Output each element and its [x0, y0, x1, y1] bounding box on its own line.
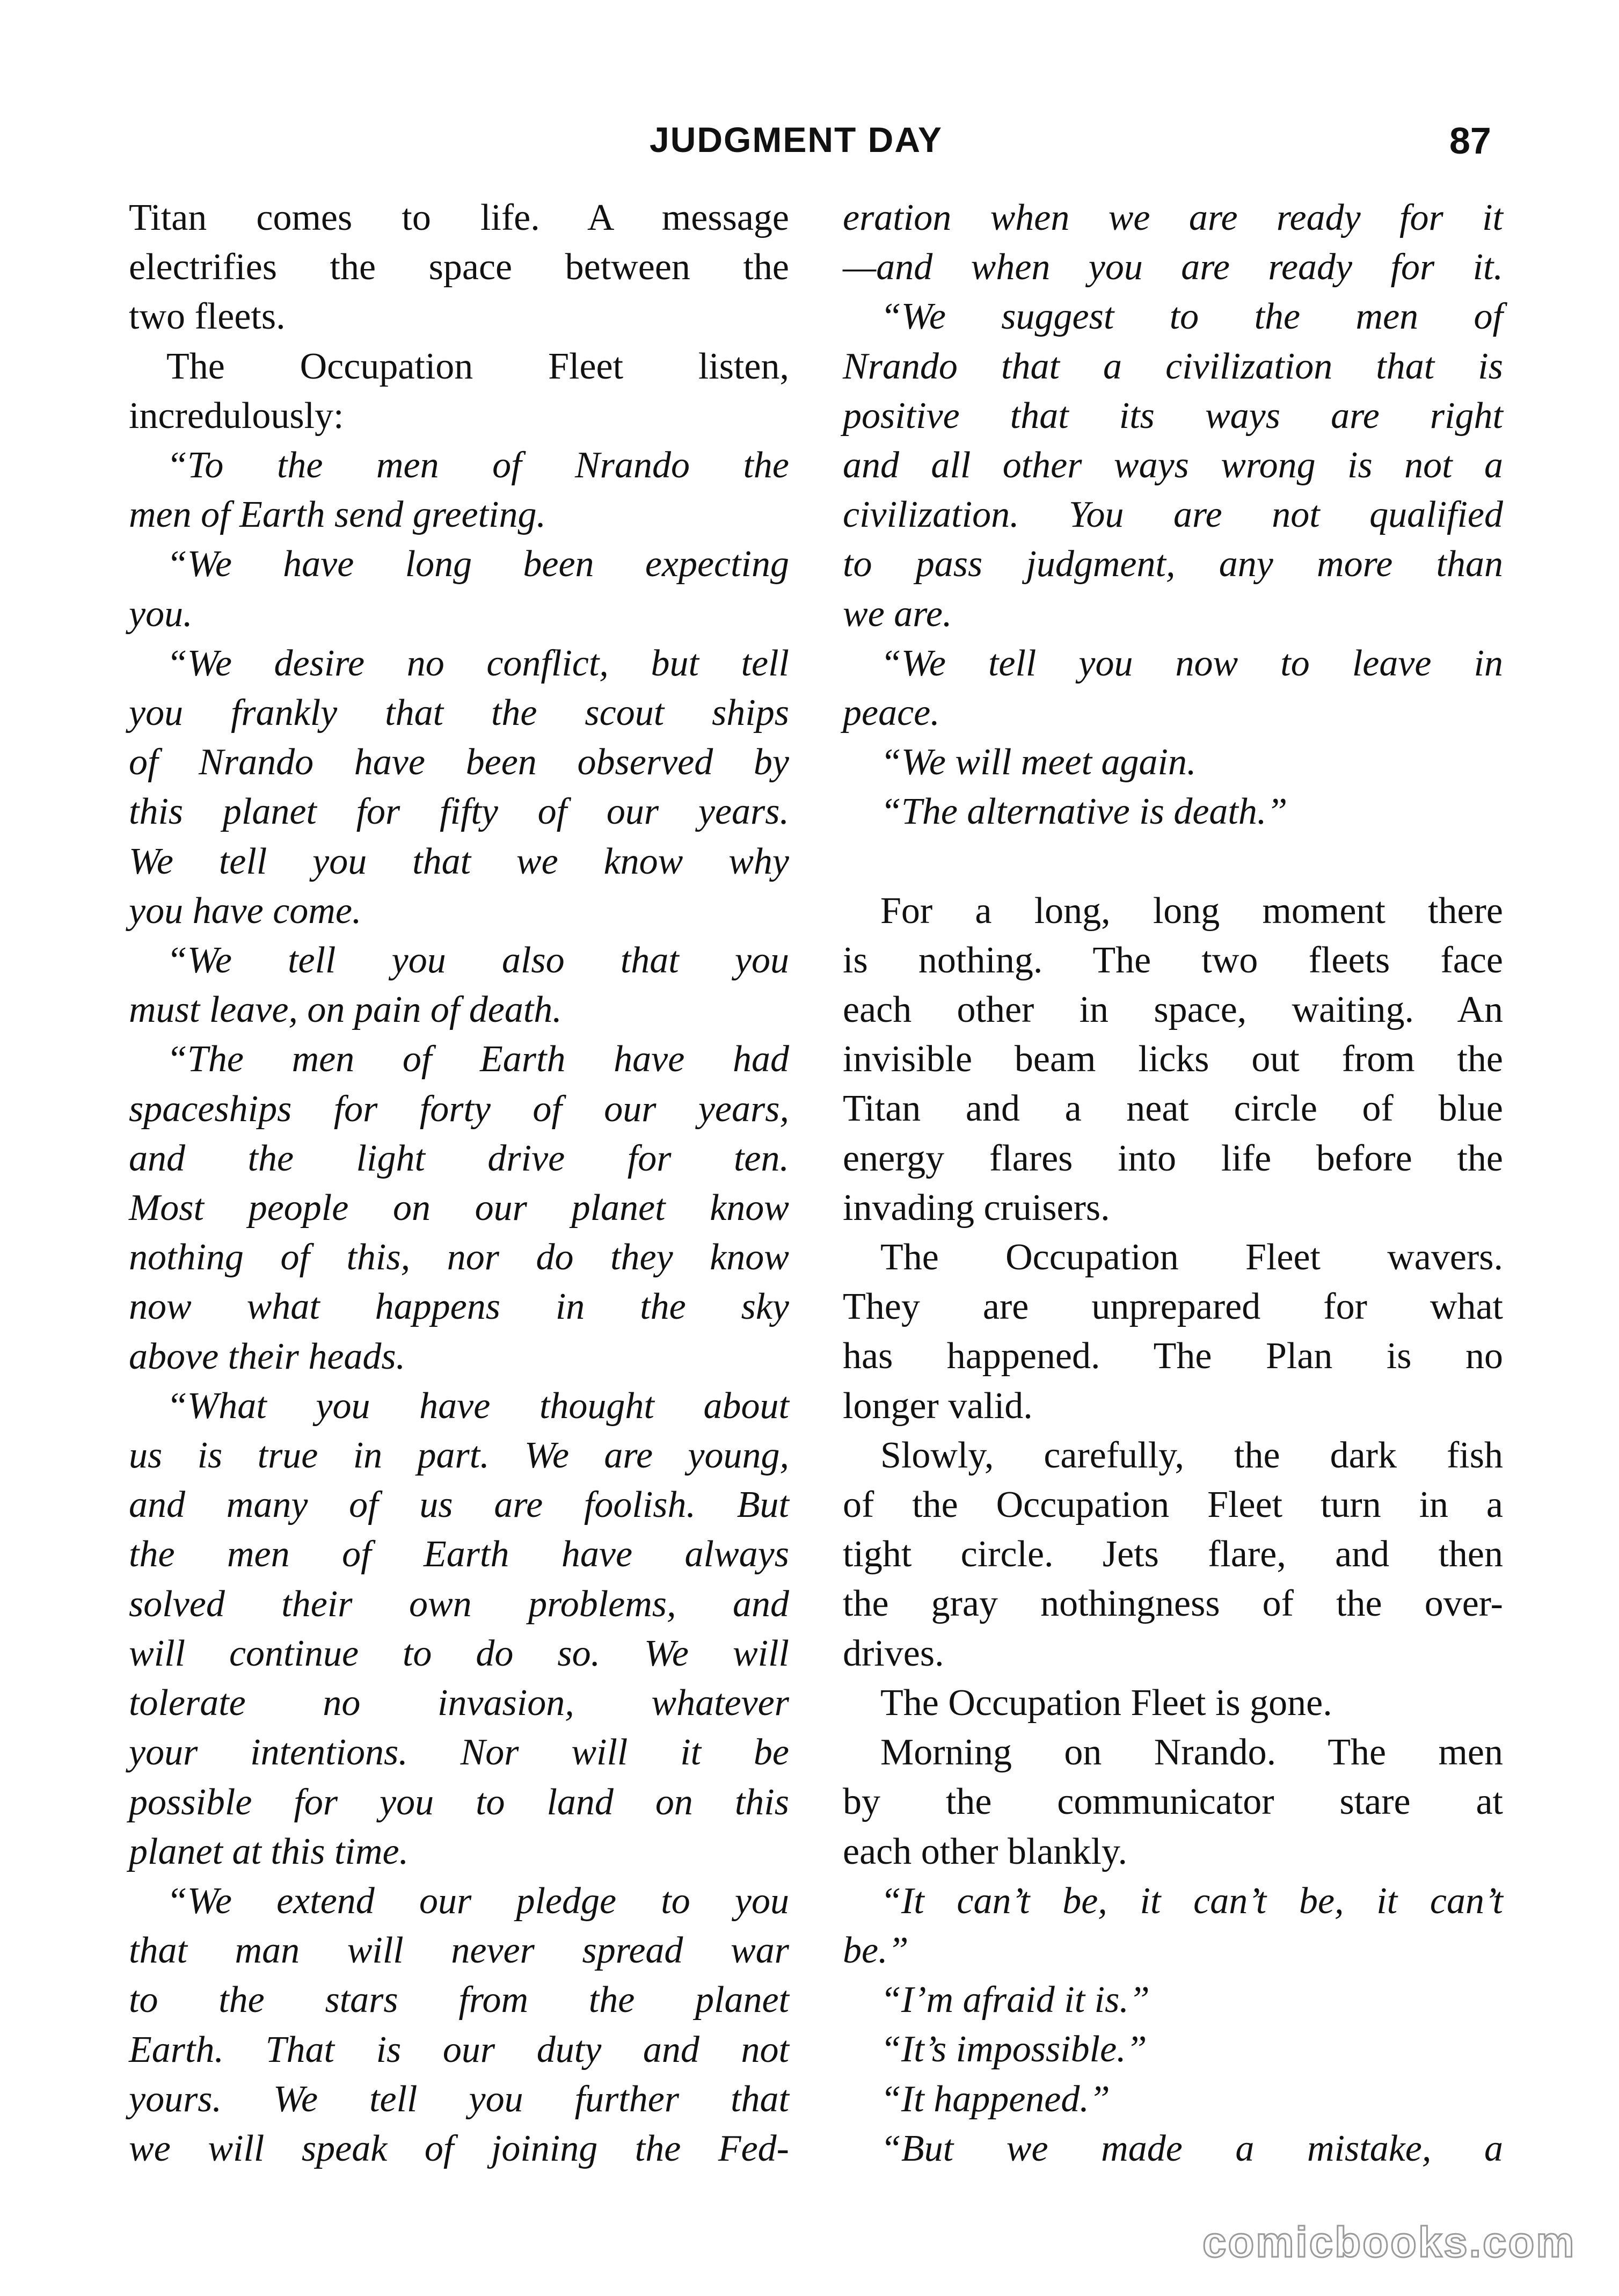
text-line: will continue to do so. We will — [129, 1632, 789, 1674]
text-line: “We have long been expecting — [166, 543, 789, 585]
text-line: and all other ways wrong is not a — [843, 445, 1503, 486]
text-line: “What you have thought about — [166, 1385, 789, 1427]
text-line: and many of us are foolish. But — [129, 1484, 789, 1526]
text-line: the gray nothingness of the over- — [843, 1583, 1503, 1625]
text-line: your intentions. Nor will it be — [129, 1732, 789, 1774]
text-line: “The alternative is death.” — [880, 791, 1288, 833]
text-line: Most people on our planet know — [129, 1187, 789, 1229]
text-line: to pass judgment, any more than — [843, 543, 1503, 585]
text-line: we will speak of joining the Fed- — [129, 2127, 789, 2169]
text-line: by the communicator stare at — [843, 1781, 1503, 1823]
text-line: “We tell you now to leave in — [880, 642, 1503, 684]
text-line: energy flares into life before the — [843, 1137, 1503, 1179]
text-line: yours. We tell you further that — [129, 2078, 789, 2120]
text-line: two fleets. — [129, 296, 286, 338]
text-line: “But we made a mistake, a — [880, 2127, 1503, 2169]
text-line: us is true in part. We are young, — [129, 1435, 789, 1477]
text-line: They are unprepared for what — [843, 1286, 1503, 1328]
text-line: the men of Earth have always — [129, 1534, 789, 1575]
text-line: is nothing. The two fleets face — [843, 939, 1503, 981]
text-line: Slowly, carefully, the dark fish — [880, 1434, 1503, 1476]
text-line: “We desire no conflict, but tell — [166, 642, 789, 684]
text-line: “We will meet again. — [880, 742, 1197, 783]
watermark-text: comicbooks.com — [1202, 2218, 1576, 2266]
text-line: planet at this time. — [129, 1830, 409, 1872]
text-line: “I’m afraid it is.” — [880, 1979, 1150, 2021]
text-line: this planet for fifty of our years. — [129, 791, 789, 833]
text-line: solved their own problems, and — [129, 1583, 789, 1625]
text-line: “It happened.” — [880, 2078, 1110, 2120]
text-line: The Occupation Fleet listen, — [166, 345, 789, 387]
text-line: “To the men of Nrando the — [166, 445, 789, 486]
text-line: “We extend our pledge to you — [166, 1880, 789, 1922]
text-line: peace. — [843, 692, 940, 734]
left-text-column — [129, 193, 789, 2174]
text-line: be.” — [843, 1929, 909, 1971]
text-line: “It can’t be, it can’t be, it can’t — [880, 1880, 1503, 1922]
text-line: spaceships for forty of our years, — [129, 1088, 789, 1130]
running-head-title: JUDGMENT DAY — [650, 120, 943, 159]
text-line: The Occupation Fleet wavers. — [880, 1237, 1503, 1278]
text-line: incredulously: — [129, 395, 344, 437]
text-line: you. — [129, 593, 193, 635]
text-line: and the light drive for ten. — [129, 1137, 789, 1179]
text-line: you have come. — [129, 890, 362, 932]
text-line: to the stars from the planet — [129, 1979, 789, 2021]
text-line: civilization. You are not qualified — [843, 494, 1503, 536]
text-line: has happened. The Plan is no — [843, 1335, 1503, 1377]
text-line: “It’s impossible.” — [880, 2029, 1147, 2070]
text-line: Titan comes to life. A message — [129, 197, 789, 238]
text-line: For a long, long moment there — [880, 890, 1503, 932]
text-line: we are. — [843, 593, 952, 635]
text-line: nothing of this, nor do they know — [129, 1237, 789, 1278]
text-line: of the Occupation Fleet turn in a — [843, 1484, 1503, 1526]
text-line: “We tell you also that you — [166, 940, 789, 982]
text-line: positive that its ways are right — [843, 395, 1503, 437]
text-line: Titan and a neat circle of blue — [843, 1088, 1503, 1130]
text-line: tight circle. Jets flare, and then — [843, 1534, 1503, 1575]
text-line: —and when you are ready for it. — [843, 246, 1503, 288]
text-line: of Nrando have been observed by — [129, 742, 789, 783]
text-line: above their heads. — [129, 1335, 406, 1377]
text-line: electrifies the space between the — [129, 246, 789, 288]
text-line: Earth. That is our duty and not — [129, 2029, 789, 2070]
text-line: you frankly that the scout ships — [129, 692, 789, 734]
text-line: Morning on Nrando. The men — [880, 1732, 1503, 1774]
text-line: must leave, on pain of death. — [129, 989, 562, 1031]
text-line: possible for you to land on this — [129, 1781, 789, 1823]
text-line: eration when we are ready for it — [843, 197, 1503, 238]
text-line: each other in space, waiting. An — [843, 989, 1503, 1031]
text-line: men of Earth send greeting. — [129, 494, 546, 536]
text-line: invading cruisers. — [843, 1187, 1110, 1229]
text-line: We tell you that we know why — [129, 840, 789, 882]
text-line: Nrando that a civilization that is — [843, 345, 1503, 387]
text-line: invisible beam licks out from the — [843, 1038, 1503, 1080]
text-line: “We suggest to the men of — [880, 296, 1503, 338]
text-line: The Occupation Fleet is gone. — [880, 1682, 1332, 1724]
right-text-column — [843, 193, 1503, 2174]
text-line: drives. — [843, 1632, 944, 1674]
text-line: tolerate no invasion, whatever — [129, 1682, 789, 1724]
page-number: 87 — [1449, 120, 1491, 162]
text-line: each other blankly. — [843, 1830, 1127, 1872]
text-line: longer valid. — [843, 1385, 1033, 1427]
text-line — [843, 837, 1503, 887]
text-line: now what happens in the sky — [129, 1286, 789, 1328]
text-line: that man will never spread war — [129, 1930, 789, 1972]
text-line: “The men of Earth have had — [166, 1038, 789, 1080]
